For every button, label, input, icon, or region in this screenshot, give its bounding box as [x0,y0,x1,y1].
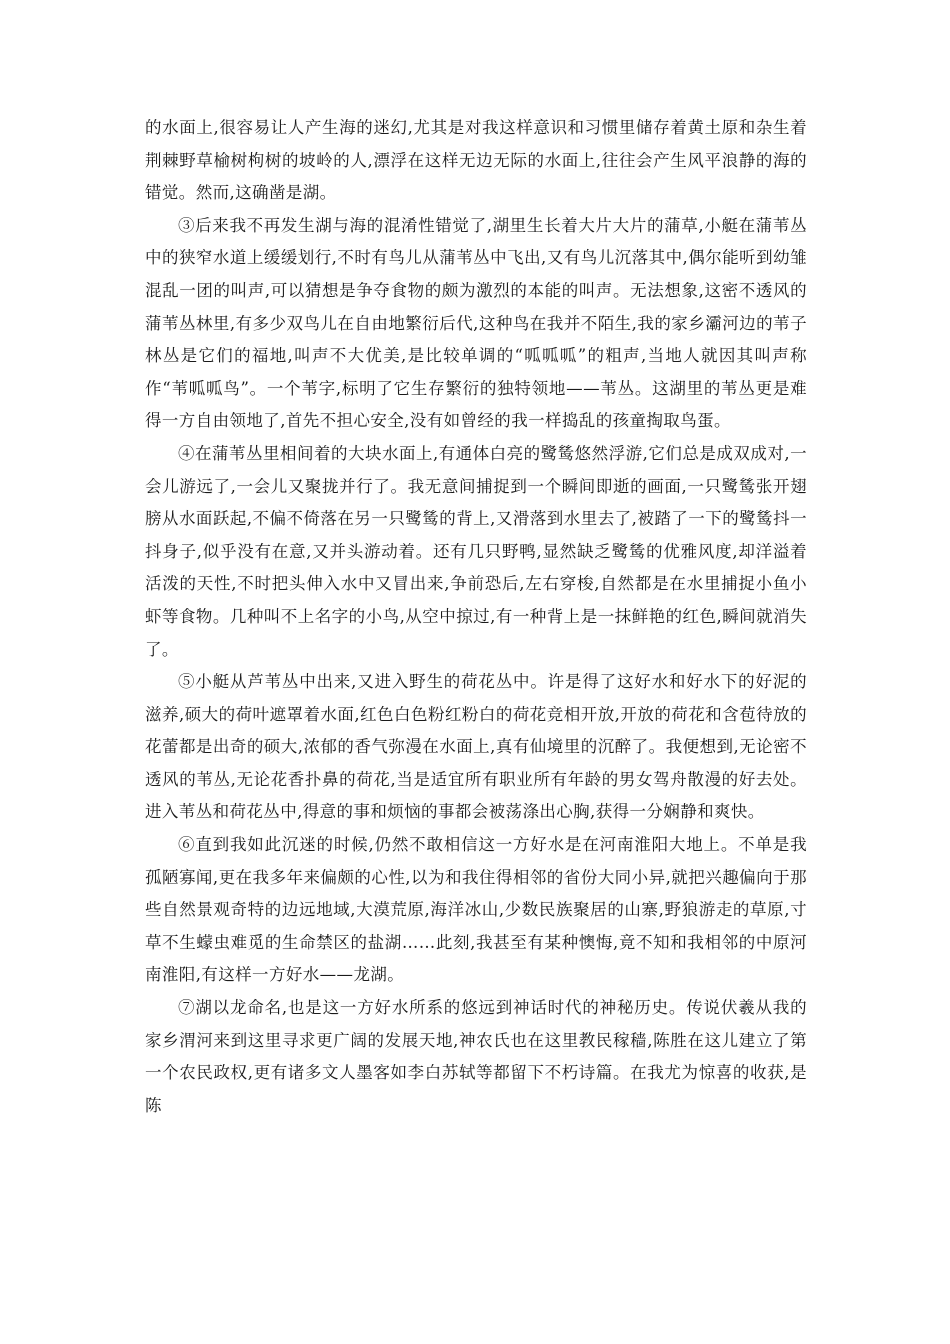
paragraph-3: ③后来我不再发生湖与海的混淆性错觉了,湖里生长着大片大片的蒲草,小艇在蒲苇丛中的狭窄水道上缓缓划行,不时有鸟儿从蒲苇丛中飞出,又有鸟儿沉落其中,偶尔能听到幼雏混乱一团的叫声,可以猜想是争夺食物的颇为激烈的本能的叫声。无法想象,这密不透风的蒲苇丛林里,有多少双鸟儿在自由地繁衍后代,这种鸟在我并不陌生,我的家乡灞河边的苇子林丛是它们的福地,叫声不大优美,是比较单调的“呱呱呱”的粗声,当地人就因其叫声称作“苇呱呱鸟”。一个苇字,标明了它生存繁衍的独特领地——苇丛。这湖里的苇丛更是难得一方自由领地了,首先不担心安全,没有如曾经的我一样捣乱的孩童掏取鸟蛋。 [145,215,807,431]
paragraph-7: ⑦湖以龙命名,也是这一方好水所系的悠远到神话时代的神秘历史。传说伏羲从我的家乡渭河来到这里寻求更广阔的发展天地,神农氏也在这里教民稼穑,陈胜在这儿建立了第一个农民政权,更有诸多文人墨客如李白苏轼等都留下不朽诗篇。在我尤为惊喜的收获,是陈 [145,998,807,1115]
paragraph-6: ⑥直到我如此沉迷的时候,仍然不敢相信这一方好水是在河南淮阳大地上。不单是我孤陋寡闻,更在我多年来偏颇的心性,以为和我住得相邻的省份大同小异,就把兴趣偏向于那些自然景观奇特的边远地域,大漠荒原,海洋冰山,少数民族聚居的山寨,野狼游走的草原,寸草不生蠓虫难觅的生命禁区的盐湖……此刻,我甚至有某种懊悔,竟不知和我相邻的中原河南淮阳,有这样一方好水——龙湖。 [145,835,807,985]
paragraph-5: ⑤小艇从芦苇丛中出来,又进入野生的荷花丛中。许是得了这好水和好水下的好泥的滋养,硕大的荷叶遮罩着水面,红色白色粉红粉白的荷花竞相开放,开放的荷花和含苞待放的花蕾都是出奇的硕大,浓郁的香气弥漫在水面上,真有仙境里的沉醉了。我便想到,无论密不透风的苇丛,无论花香扑鼻的荷花,当是适宜所有职业所有年龄的男女驾舟散漫的好去处。进入苇丛和荷花丛中,得意的事和烦恼的事都会被荡涤出心胸,获得一分娴静和爽快。 [145,672,807,822]
document-body [145,112,807,1122]
paragraph-continued: 的水面上,很容易让人产生海的迷幻,尤其是对我这样意识和习惯里储存着黄土原和杂生着荆棘野草榆树枸树的坡岭的人,漂浮在这样无边无际的水面上,往往会产生风平浪静的海的错觉。然而,这确凿是湖。 [145,118,807,203]
paragraph-4: ④在蒲苇丛里相间着的大块水面上,有通体白亮的鹭鸶悠然浮游,它们总是成双成对,一会儿游远了,一会儿又聚拢并行了。我无意间捕捉到一个瞬间即逝的画面,一只鹭鸶张开翅膀从水面跃起,不偏不倚落在另一只鹭鸶的背上,又滑落到水里去了,被踏了一下的鹭鸶抖一抖身子,似乎没有在意,又并头游动着。还有几只野鸭,显然缺乏鹭鸶的优雅风度,却洋溢着活泼的天性,不时把头伸入水中又冒出来,争前恐后,左右穿梭,自然都是在水里捕捉小鱼小虾等食物。几种叫不上名字的小鸟,从空中掠过,有一种背上是一抹鲜艳的红色,瞬间就消失了。 [145,443,807,659]
